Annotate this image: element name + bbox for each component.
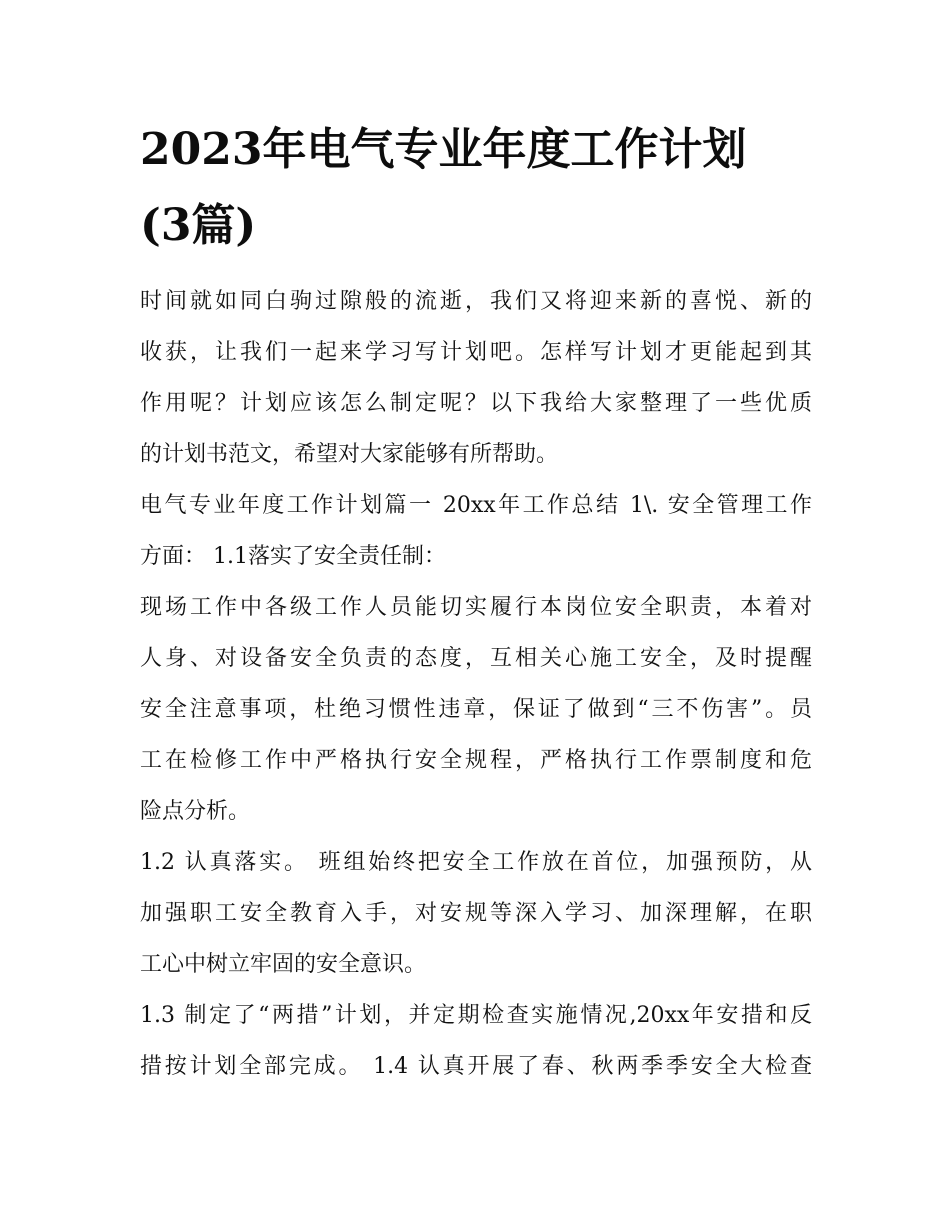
text-line: 措按计划全部完成。 1.4 认真开展了春、秋两季季安全大检查 bbox=[140, 1054, 812, 1079]
text-line: 的计划书范文，希望对大家能够有所帮助。 bbox=[140, 442, 559, 467]
paragraph-section-heading bbox=[140, 480, 812, 582]
document-title bbox=[140, 112, 812, 264]
paragraph-safety-duties bbox=[140, 582, 812, 837]
title-line-1: 2023年电气专业年度工作计划 bbox=[140, 124, 747, 175]
text-line: 收获，让我们一起来学习写计划吧。怎样写计划才更能起到其 bbox=[140, 340, 812, 365]
text-line: 工心中树立牢固的安全意识。 bbox=[140, 952, 427, 977]
title-line-2: (3篇) bbox=[140, 200, 257, 251]
paragraph-item-1-3 bbox=[140, 990, 812, 1092]
text-line: 1.3 制定了“两措”计划，并定期检查实施情况,20xx年安措和反 bbox=[140, 1003, 812, 1028]
text-line: 方面： 1.1落实了安全责任制： bbox=[140, 544, 446, 569]
text-line: 现场工作中各级工作人员能切实履行本岗位安全职责，本着对 bbox=[140, 595, 812, 620]
text-line: 人身、对设备安全负责的态度，互相关心施工安全，及时提醒 bbox=[140, 646, 812, 671]
text-line: 工在检修工作中严格执行安全规程，严格执行工作票制度和危 bbox=[140, 748, 812, 773]
text-line: 时间就如同白驹过隙般的流逝，我们又将迎来新的喜悦、新的 bbox=[140, 289, 812, 314]
text-line: 1.2 认真落实。 班组始终把安全工作放在首位，加强预防，从 bbox=[140, 850, 812, 875]
text-line: 作用呢？计划应该怎么制定呢？以下我给大家整理了一些优质 bbox=[140, 391, 812, 416]
text-line: 险点分析。 bbox=[140, 799, 251, 824]
document-body bbox=[140, 276, 812, 1092]
paragraph-item-1-2 bbox=[140, 837, 812, 990]
document-content bbox=[140, 112, 812, 1092]
text-line: 安全注意事项，杜绝习惯性违章，保证了做到“三不伤害”。员 bbox=[140, 697, 812, 722]
text-line: 电气专业年度工作计划篇一 20xx年工作总结 1\. 安全管理工作 bbox=[140, 493, 812, 518]
paragraph-intro bbox=[140, 276, 812, 480]
text-line: 加强职工安全教育入手，对安规等深入学习、加深理解，在职 bbox=[140, 901, 812, 926]
